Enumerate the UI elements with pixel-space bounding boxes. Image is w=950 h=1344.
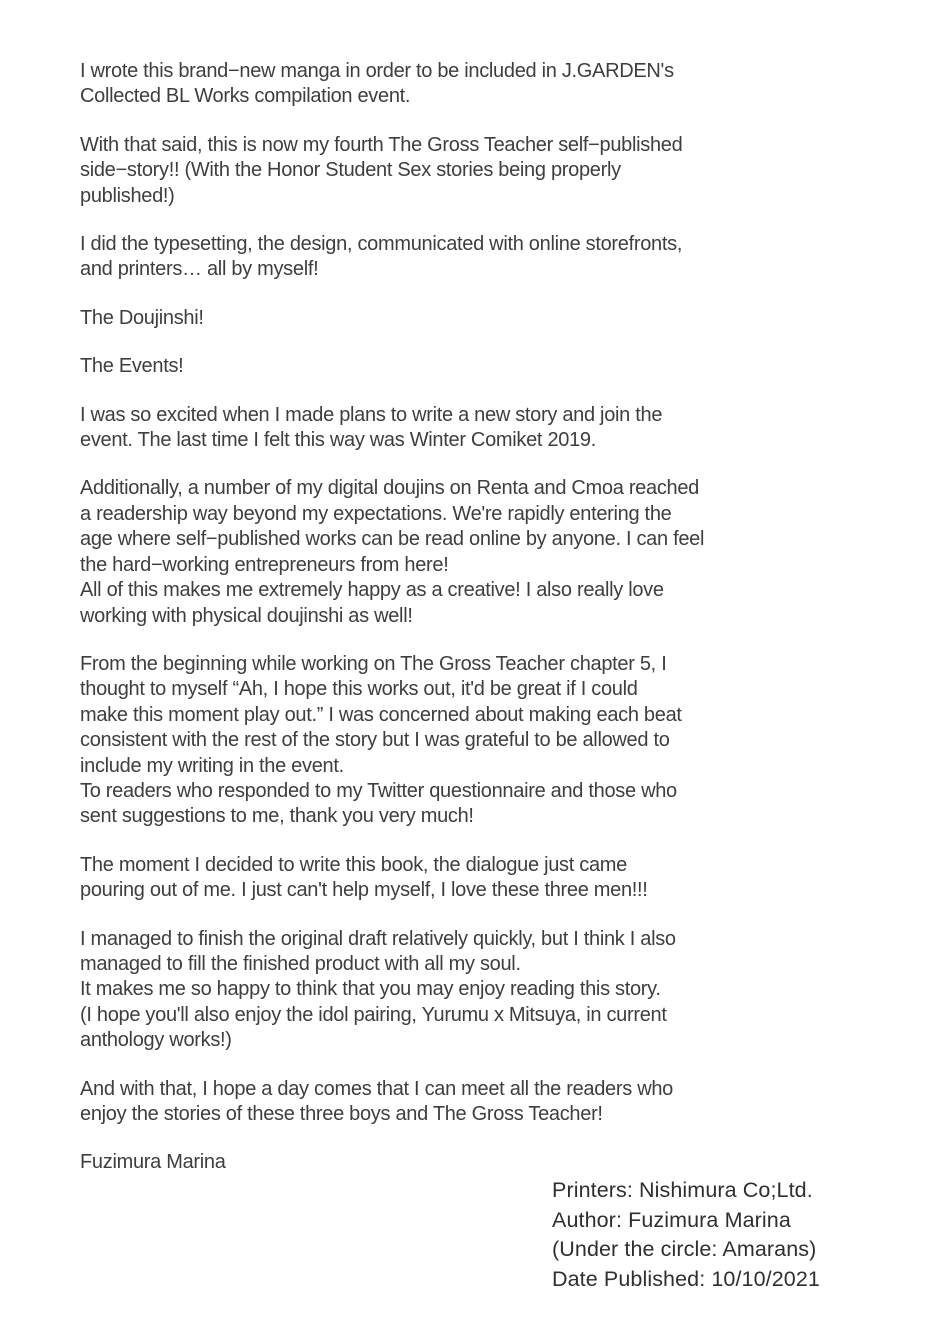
text-line: With that said, this is now my fourth The Gross Teacher self−published [80, 133, 683, 156]
text-line: The Doujinshi! [80, 306, 204, 329]
text-line: And with that, I hope a day comes that I can meet all the readers who [80, 1077, 673, 1100]
paragraph [80, 133, 890, 209]
text-line: thought to myself “Ah, I hope this works out, it'd be great if I could [80, 678, 638, 701]
text-line: pouring out of me. I just can't help myself, I love these three men!!! [80, 879, 648, 902]
paragraph [80, 59, 890, 110]
letter-body [80, 59, 890, 1199]
text-line: I was so excited when I made plans to write a new story and join the [80, 403, 663, 426]
colophon-line: (Under the circle: Amarans) [552, 1237, 817, 1261]
text-line: From the beginning while working on The Gross Teacher chapter 5, I [80, 652, 667, 675]
paragraph [80, 403, 890, 454]
paragraph [80, 652, 890, 830]
text-line: event. The last time I felt this way was Winter Comiket 2019. [80, 429, 596, 452]
text-line: published!) [80, 184, 175, 207]
text-line: include my writing in the event. [80, 754, 344, 777]
text-line: I wrote this brand−new manga in order to be included in J.GARDEN's [80, 60, 674, 82]
text-line: consistent with the rest of the story but I was grateful to be allowed to [80, 729, 670, 752]
paragraph [80, 1077, 890, 1128]
text-line: The moment I decided to write this book, the dialogue just came [80, 853, 627, 876]
text-line: the hard−working entrepreneurs from here! [80, 553, 449, 576]
text-line: and printers… all by myself! [80, 258, 319, 281]
text-line: I managed to finish the original draft relatively quickly, but I think I also [80, 927, 676, 950]
colophon [552, 1176, 820, 1294]
colophon-line: Author: Fuzimura Marina [552, 1207, 791, 1232]
text-line: The Events! [80, 355, 184, 378]
paragraph [80, 853, 890, 904]
paragraph [80, 354, 890, 379]
text-line: It makes me so happy to think that you may enjoy reading this story. [80, 978, 661, 1001]
text-line: working with physical doujinshi as well! [80, 604, 413, 627]
text-line: managed to fill the finished product with all my soul. [80, 952, 521, 975]
paragraph [80, 306, 890, 331]
text-line: make this moment play out.” I was concerned about making each beat [80, 703, 682, 726]
text-line: (I hope you'll also enjoy the idol pairing, Yurumu x Mitsuya, in current [80, 1003, 667, 1026]
colophon-line: Printers: Nishimura Co;Ltd. [552, 1178, 813, 1202]
text-line: sent suggestions to me, thank you very much! [80, 805, 474, 828]
text-line: a readership way beyond my expectations. We're rapidly entering the [80, 502, 672, 525]
paragraph [80, 927, 890, 1054]
text-line: Collected BL Works compilation event. [80, 85, 411, 108]
text-line: Additionally, a number of my digital doujins on Renta and Cmoa reached [80, 477, 700, 500]
paragraph [80, 232, 890, 283]
text-line: age where self−published works can be read online by anyone. I can feel [80, 528, 705, 551]
text-line: anthology works!) [80, 1029, 232, 1052]
paragraph [80, 476, 890, 628]
text-line: All of this makes me extremely happy as a creative! I also really love [80, 579, 664, 602]
colophon-line: Date Published: 10/10/2021 [552, 1266, 820, 1291]
text-line: I did the typesetting, the design, communicated with online storefronts, [80, 233, 683, 256]
text-line: Fuzimura Marina [80, 1151, 226, 1174]
signature [80, 1150, 890, 1175]
text-line: To readers who responded to my Twitter questionnaire and those who [80, 779, 677, 802]
text-line: enjoy the stories of these three boys and The Gross Teacher! [80, 1103, 603, 1125]
text-line: side−story!! (With the Honor Student Sex stories being properly [80, 159, 621, 182]
